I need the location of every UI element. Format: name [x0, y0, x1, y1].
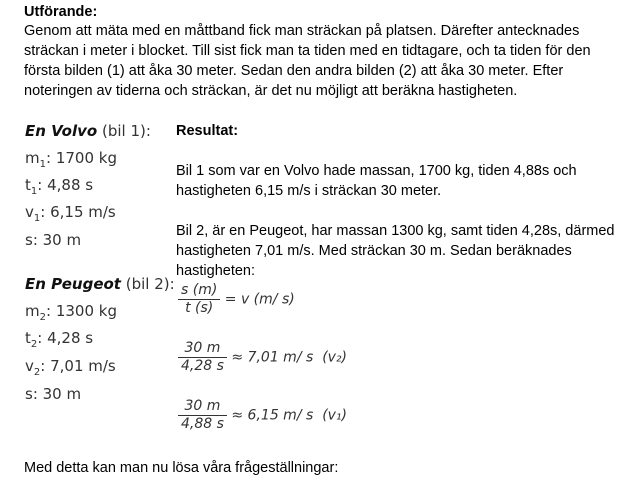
- car2-data: En Peugeot (bil 2): $m_2$: 1300 kg $t_2$: 4,28 s $v_2$: 7,01 m/s s: 30 m: [25, 275, 175, 403]
- denominator: 4,28 s: [181, 358, 224, 374]
- car2-tag: (bil 2):: [125, 275, 175, 293]
- tag: (v₁): [322, 407, 348, 424]
- label: t: [25, 329, 31, 347]
- sub: 1: [30, 186, 38, 197]
- car1-time: 4,88 s: [47, 176, 94, 194]
- car1-speed: 6,15 m/s: [50, 203, 116, 221]
- car2-distance: 30 m: [42, 385, 82, 403]
- intro-line: sträckan i meter i blocket. Till sist fick man ta tiden med en tidtagare, och ta tiden för den: [24, 43, 591, 59]
- intro-line: Genom att mäta med en måttband fick man sträckan på platsen. Därefter antecknades: [24, 23, 580, 39]
- label: s:: [25, 385, 43, 403]
- result-bil1: [176, 161, 577, 201]
- label: t: [25, 176, 31, 194]
- formula-v2: [178, 340, 347, 375]
- rhs: ≈ 6,15 m/ s: [231, 407, 314, 424]
- intro-line: första bilden (1) att åka 30 meter. Sedan den andra bilden (2) att åka 30 meter. Efter: [24, 63, 564, 79]
- label: m: [25, 302, 40, 320]
- rhs: = v (m/ s): [224, 291, 295, 308]
- sub: 2: [30, 339, 38, 350]
- result-title: Resultat:: [176, 123, 239, 139]
- sub: 1: [39, 159, 46, 170]
- car2-time: 4,28 s: [47, 329, 94, 347]
- label: m: [25, 149, 40, 167]
- car1-data: En Volvo (bil 1): $m_1$: 1700 kg $t_1$: 4,88 s $v_1$: 6,15 m/s s: 30 m: [25, 122, 151, 249]
- sub: 2: [33, 367, 41, 378]
- conclusion: Med detta kan man nu lösa våra frågeställningar:: [24, 460, 339, 476]
- car1-mass: 1700 kg: [55, 149, 117, 167]
- text-line: hastigheten 6,15 m/s i sträckan 30 meter.: [176, 183, 442, 199]
- text-line: Bil 1 som var en Volvo hade massan, 1700 kg, tiden 4,88s och: [176, 163, 577, 179]
- text-line: hastigheten:: [176, 263, 256, 279]
- sub: 2: [39, 312, 46, 323]
- intro-paragraph: [24, 21, 591, 101]
- sub: 1: [33, 213, 41, 224]
- car1-tag: (bil 1):: [101, 122, 151, 140]
- section-heading: Utförande:: [24, 4, 98, 20]
- tag: (v₂): [322, 349, 348, 366]
- intro-line: noteringen av tiderna och sträckan, är det nu möjligt att beräkna hastigheten.: [24, 83, 518, 99]
- text-line: hastigheten 7,01 m/s. Med sträckan 30 m. Sedan beräknades: [176, 243, 572, 259]
- label: v: [25, 203, 34, 221]
- car2-name: En Peugeot: [25, 275, 121, 293]
- formula-general: [178, 282, 295, 317]
- denominator: 4,88 s: [181, 416, 224, 432]
- numerator: 30 m: [178, 340, 227, 358]
- car2-speed: 7,01 m/s: [50, 357, 116, 375]
- car1-name: En Volvo: [25, 122, 98, 140]
- rhs: ≈ 7,01 m/ s: [231, 349, 314, 366]
- denominator: t (s): [185, 300, 214, 316]
- label: v: [25, 357, 34, 375]
- result-bil2: [176, 221, 614, 281]
- car2-mass: 1300 kg: [55, 302, 117, 320]
- numerator: 30 m: [178, 398, 227, 416]
- formula-v1: [178, 398, 347, 433]
- car1-distance: 30 m: [42, 231, 82, 249]
- numerator: s (m): [178, 282, 220, 300]
- text-line: Bil 2, är en Peugeot, har massan 1300 kg, samt tiden 4,28s, därmed: [176, 223, 615, 239]
- label: s:: [25, 231, 43, 249]
